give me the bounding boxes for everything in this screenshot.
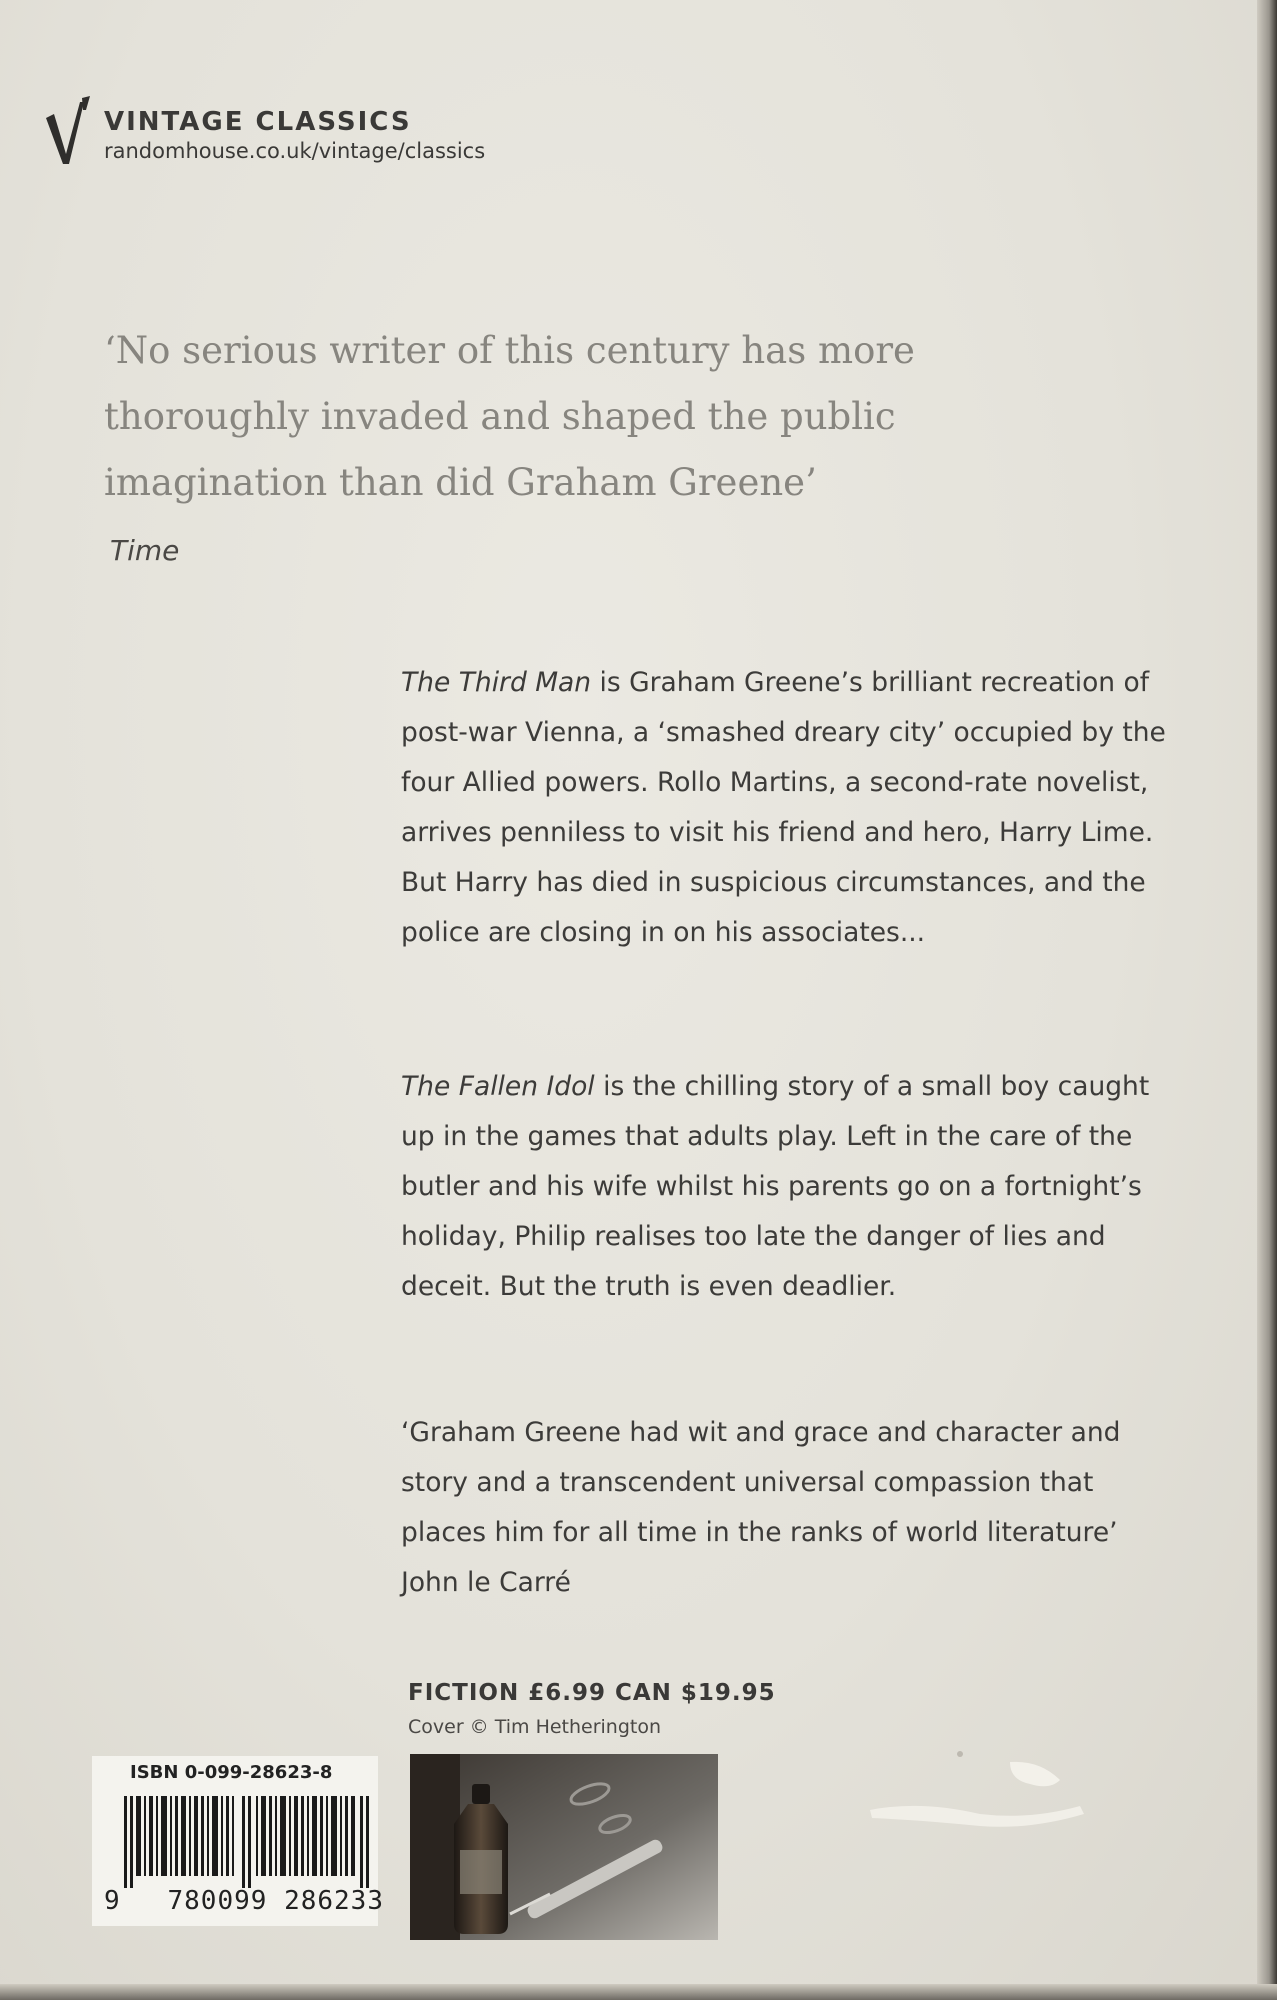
publisher-imprint — [104, 106, 485, 164]
time-review-quote — [104, 318, 984, 516]
third-man-title: The Third Man — [401, 667, 592, 698]
le-carre-quote: ‘Graham Greene had wit and grace and character and story and a transcendent universal compassion that places him for all time in the ranks of world literature’ John le Carré — [401, 1417, 1121, 1598]
price-line: FICTION £6.99 CAN $19.95 — [408, 1680, 776, 1706]
worn-scuff-mark — [860, 1740, 1100, 1850]
barcode-box — [92, 1756, 384, 1926]
barcode-bars-icon — [124, 1796, 372, 1888]
fallen-idol-blurb — [401, 1062, 1181, 1312]
quote-line-3: imagination than did Graham Greene’ — [104, 461, 817, 504]
isbn-label: ISBN 0-099-28623-8 — [130, 1762, 333, 1783]
fallen-idol-title: The Fallen Idol — [401, 1071, 595, 1102]
quote-line-1: ‘No serious writer of this century has more — [104, 329, 915, 372]
fallen-idol-description: is the chilling story of a small boy caught up in the games that adults play. Left in the care of the butler and his wife whilst his parents go on a fortnight’s holiday, Philip realises too late the danger of lies and deceit. But the truth is even deadlier. — [401, 1071, 1150, 1302]
ean-digits: 780099 286233 — [167, 1886, 384, 1916]
third-man-description: is Graham Greene’s brilliant recreation of post-war Vienna, a ‘smashed dreary city’ occupied by the four Allied powers. Rollo Martins, a second-rate novelist, arrives penniless to visit his friend and hero, Harry Lime. But Harry has died in suspicious circumstances, and the police are closing in on his associates... — [401, 667, 1166, 948]
imprint-url: randomhouse.co.uk/vintage/classics — [104, 139, 486, 163]
page-edge-right — [1257, 0, 1277, 2000]
quote-source: Time — [110, 534, 180, 567]
cover-photo-image — [410, 1754, 718, 1940]
page-edge-bottom — [0, 1984, 1277, 2000]
third-man-blurb — [401, 658, 1181, 958]
cover-credit: Cover © Tim Hetherington — [408, 1716, 662, 1738]
vintage-v-logo-icon — [44, 96, 96, 166]
quote-line-2: thoroughly invaded and shaped the public — [104, 395, 896, 438]
imprint-name: VINTAGE CLASSICS — [104, 107, 412, 137]
ean-first-digit: 9 — [104, 1886, 120, 1916]
